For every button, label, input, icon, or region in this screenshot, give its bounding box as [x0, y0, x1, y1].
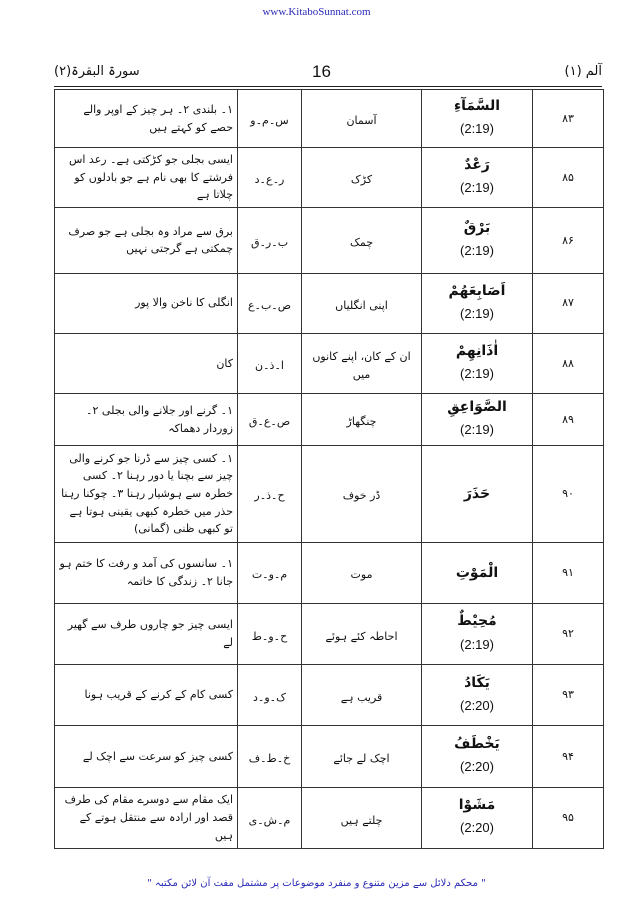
arabic-word: مَشَوْا — [458, 797, 496, 814]
verse-reference: (2:20) — [460, 820, 494, 836]
translation-cell: چمک — [302, 208, 422, 273]
arabic-word: الْمَوْتِ — [455, 564, 499, 581]
verse-reference: (2:19) — [460, 422, 494, 438]
table-row — [55, 333, 604, 393]
arabic-word: يَكَادُ — [464, 674, 490, 691]
word-cell — [422, 787, 533, 848]
meaning-cell: ۱۔ بلندی ۲۔ ہر چیز کے اوپر والے حصے کو کہتے ہیں — [55, 90, 238, 148]
entry-number: ۸۶ — [533, 208, 604, 273]
translation-cell: کڑک — [302, 148, 422, 208]
footer-tagline: " محکم دلائل سے مزین متنوع و منفرد موضوعات پر مشتمل مفت آن لائن مکتبہ " — [147, 878, 486, 889]
meaning-cell: انگلی کا ناخن والا پور — [55, 273, 238, 333]
word-cell — [422, 394, 533, 446]
translation-cell: آسمان — [302, 90, 422, 148]
table-row — [55, 787, 604, 848]
surah-title: سورۃ البقرۃ(۲) — [54, 64, 140, 79]
translation-cell: چلتے ہیں — [302, 787, 422, 848]
table-row — [55, 90, 604, 148]
root-letters-cell: خ۔ط۔ف — [238, 726, 302, 787]
word-cell — [422, 665, 533, 726]
entry-number: ۹۱ — [533, 542, 604, 603]
root-letters-cell: ح۔و۔ط — [238, 603, 302, 664]
word-cell — [422, 726, 533, 787]
entry-number: ۸۸ — [533, 333, 604, 393]
table-row — [55, 445, 604, 542]
verse-reference: (2:20) — [460, 759, 494, 775]
translation-cell: قریب ہے — [302, 665, 422, 726]
word-cell — [422, 273, 533, 333]
translation-cell: موت — [302, 542, 422, 603]
meaning-cell: ۱۔ گرنے اور جلانے والی بجلی ۲۔ زوردار دھماکہ — [55, 394, 238, 446]
arabic-word: الصَّوَاعِقِ — [447, 399, 507, 416]
root-letters-cell: ح۔ذ۔ر — [238, 445, 302, 542]
translation-cell: چنگھاڑ — [302, 394, 422, 446]
translation-cell: ان کے کان، اپنے کانوں میں — [302, 333, 422, 393]
table-row — [55, 542, 604, 603]
arabic-word: مُحِيْطٌ — [457, 613, 497, 630]
arabic-word: السَّمَآءِ — [453, 98, 501, 115]
word-cell — [422, 445, 533, 542]
verse-reference: (2:19) — [460, 305, 494, 321]
word-cell — [422, 333, 533, 393]
arabic-word: اٰذَانِهِمْ — [455, 342, 499, 359]
root-letters-cell: ا۔ذ۔ن — [238, 333, 302, 393]
root-letters-cell: ر۔ع۔د — [238, 148, 302, 208]
arabic-word: بَرْقٌ — [463, 219, 491, 236]
root-letters-cell: س۔م۔و — [238, 90, 302, 148]
root-letters-cell: م۔و۔ت — [238, 542, 302, 603]
meaning-cell: کان — [55, 333, 238, 393]
meaning-cell: ۱۔ کسی چیز سے ڈرنا جو کرنے والی چیز سے بچنا یا دور رہنا ۲۔ کسی خطرہ سے ہوشیار رہنا ۳۔ چوکنا رہنا حذر میں خطرہ کبھی یقینی ہوتا ہے تو کبھی ظنی (گمانی) — [55, 445, 238, 542]
para-title: آلم (۱) — [564, 64, 602, 79]
word-cell — [422, 208, 533, 273]
table-row — [55, 273, 604, 333]
entry-number: ۹۵ — [533, 787, 604, 848]
verse-reference: (2:20) — [460, 697, 494, 713]
verse-reference: (2:19) — [460, 366, 494, 382]
arabic-word: اَصَابِعَهُمْ — [448, 282, 506, 299]
entry-number: ۹۲ — [533, 603, 604, 664]
vocabulary-table — [54, 89, 604, 849]
verse-reference: (2:19) — [460, 180, 494, 196]
translation-cell: اپنی انگلیاں — [302, 273, 422, 333]
meaning-cell: ایسی چیز جو چاروں طرف سے گھیر لے — [55, 603, 238, 664]
header-rule — [54, 86, 602, 87]
entry-number: ۹۳ — [533, 665, 604, 726]
verse-reference: (2:19) — [460, 636, 494, 652]
entry-number: ۸۳ — [533, 90, 604, 148]
word-cell — [422, 148, 533, 208]
meaning-cell: برق سے مراد وہ بجلی ہے جو صرف چمکتی ہے گرجتی نہیں — [55, 208, 238, 273]
verse-reference: (2:19) — [460, 243, 494, 259]
meaning-cell: ایک مقام سے دوسرے مقام کی طرف قصد اور ارادہ سے منتقل ہوتے کے ہیں — [55, 787, 238, 848]
table-row — [55, 603, 604, 664]
arabic-word: حَذَرَ — [463, 485, 491, 502]
root-letters-cell: ب۔ر۔ق — [238, 208, 302, 273]
entry-number: ۹۴ — [533, 726, 604, 787]
entry-number: ۹۰ — [533, 445, 604, 542]
table-row — [55, 148, 604, 208]
meaning-cell: ۱۔ سانسوں کی آمد و رفت کا ختم ہو جانا ۲۔ زندگی کا خاتمہ — [55, 542, 238, 603]
word-cell — [422, 542, 533, 603]
table-row — [55, 726, 604, 787]
root-letters-cell: ص۔ب۔ع — [238, 273, 302, 333]
translation-cell: ڈر خوف — [302, 445, 422, 542]
translation-cell: احاطہ کئے ہوئے — [302, 603, 422, 664]
page-number: 16 — [312, 62, 331, 81]
table-row — [55, 208, 604, 273]
entry-number: ۸۵ — [533, 148, 604, 208]
page-header — [54, 62, 602, 84]
root-letters-cell: ک۔و۔د — [238, 665, 302, 726]
word-cell — [422, 603, 533, 664]
meaning-cell: ایسی بجلی جو کڑکتی ہے۔ رعد اس فرشتے کا بھی نام ہے جو بادلوں کو چلاتا ہے — [55, 148, 238, 208]
table-row — [55, 665, 604, 726]
arabic-word: رَعْدٌ — [464, 157, 490, 174]
site-url[interactable]: www.KitaboSunnat.com — [262, 6, 371, 18]
meaning-cell: کسی چیز کو سرعت سے اچک لے — [55, 726, 238, 787]
translation-cell: اچک لے جائے — [302, 726, 422, 787]
table-row — [55, 394, 604, 446]
root-letters-cell: م۔ش۔ی — [238, 787, 302, 848]
arabic-word: يَخْطَفُ — [454, 735, 500, 752]
verse-reference: (2:19) — [460, 121, 494, 137]
meaning-cell: کسی کام کے کرنے کے قریب ہونا — [55, 665, 238, 726]
entry-number: ۸۷ — [533, 273, 604, 333]
root-letters-cell: ص۔ع۔ق — [238, 394, 302, 446]
word-cell — [422, 90, 533, 148]
entry-number: ۸۹ — [533, 394, 604, 446]
